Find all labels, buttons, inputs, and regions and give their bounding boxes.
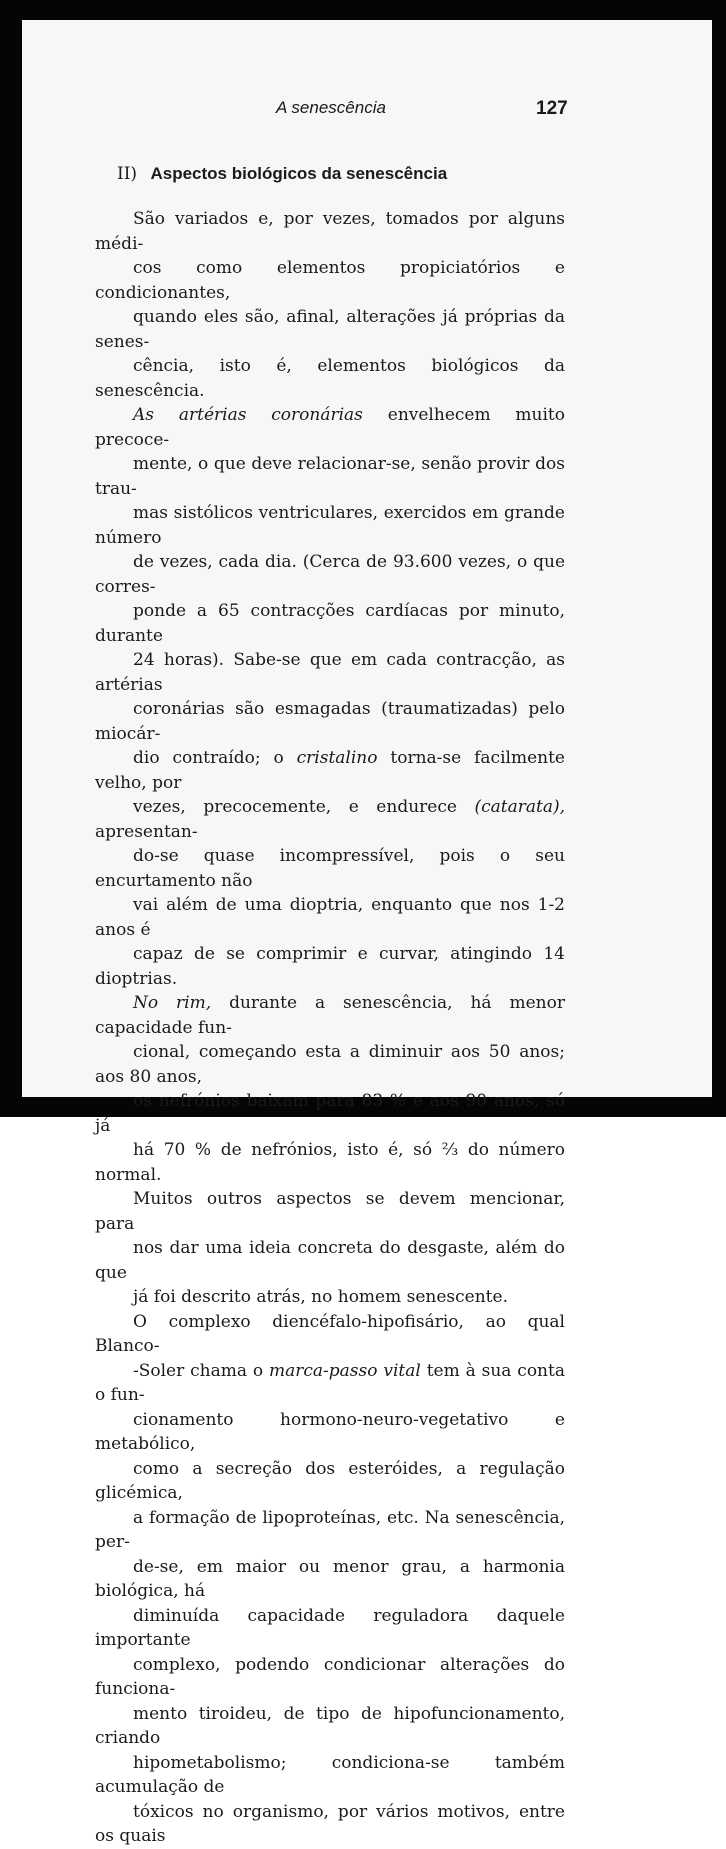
text-line: diminuída capacidade reguladora daquele importante bbox=[95, 1605, 565, 1650]
text-fragment: torna-se facilmente velho, por bbox=[95, 748, 565, 793]
text-line: há 70 % de nefrónios, isto é, só ⅔ do número normal. bbox=[95, 1140, 565, 1185]
text-line: a formação de lipoproteínas, etc. Na senescência, per- bbox=[95, 1507, 565, 1552]
text-line: quando eles são, afinal, alterações já próprias da senes- bbox=[95, 307, 565, 352]
running-header bbox=[0, 98, 726, 126]
page-number: 127 bbox=[536, 98, 568, 119]
text-line: já foi descrito atrás, no homem senescente. bbox=[133, 1287, 508, 1307]
text-fragment: durante a senescência, há menor capacidade fun- bbox=[95, 993, 565, 1038]
text-fragment: vezes, precocemente, e endurece bbox=[133, 797, 475, 817]
text-line: nos dar uma ideia concreta do desgaste, além do que bbox=[95, 1238, 565, 1283]
text-line: de vezes, cada dia. (Cerca de 93.600 vezes, o que corres- bbox=[95, 552, 565, 597]
text-line: 24 horas). Sabe-se que em cada contracção, as artérias bbox=[95, 650, 565, 695]
paragraph-4 bbox=[95, 1310, 565, 1849]
text-fragment: tem à sua conta o fun- bbox=[95, 1360, 565, 1405]
text-line: como a secreção dos esteróides, a regulação glicémica, bbox=[95, 1458, 565, 1503]
text-line: de-se, em maior ou menor grau, a harmonia biológica, há bbox=[95, 1556, 565, 1601]
text-line: do-se quase incompressível, pois o seu encurtamento não bbox=[95, 846, 565, 891]
italic-phrase: marca-passo vital bbox=[269, 1360, 421, 1381]
text-line: os nefrónios baixam para 83 % e aos 90 anos, só já bbox=[95, 1091, 565, 1136]
text-line: ponde a 65 contracções cardíacas por minuto, durante bbox=[95, 601, 565, 646]
text-line: cos como elementos propiciatórios e condicionantes, bbox=[95, 258, 565, 303]
section-title: Aspectos biológicos da senescência bbox=[150, 164, 448, 183]
text-line: vai além de uma dioptria, enquanto que nos 1-2 anos é bbox=[95, 895, 565, 940]
text-line: coronárias são esmagadas (traumatizadas) pelo miocár- bbox=[95, 699, 565, 744]
text-line: O complexo diencéfalo-hipofisário, ao qual Blanco- bbox=[95, 1311, 565, 1356]
text-line bbox=[95, 1359, 565, 1408]
text-line: capaz de se comprimir e curvar, atingindo 14 dioptrias. bbox=[95, 944, 565, 989]
text-line: Muitos outros aspectos se devem mencionar, para bbox=[95, 1189, 565, 1234]
text-fragment: apresentan- bbox=[95, 821, 198, 842]
text-line bbox=[95, 746, 565, 795]
text-line: cional, começando esta a diminuir aos 50 anos; aos 80 anos, bbox=[95, 1042, 565, 1087]
text-line bbox=[95, 991, 565, 1040]
body-text bbox=[95, 207, 565, 1849]
text-line: mas sistólicos ventriculares, exercidos em grande número bbox=[95, 503, 565, 548]
italic-phrase: No rim, bbox=[133, 993, 212, 1013]
text-line: tóxicos no organismo, por vários motivos, entre os quais bbox=[95, 1801, 565, 1846]
text-line: mente, o que deve relacionar-se, senão provir dos trau- bbox=[95, 454, 565, 499]
text-fragment: -Soler chama o bbox=[133, 1360, 269, 1381]
italic-phrase: (catarata), bbox=[474, 797, 565, 817]
section-number: II) bbox=[117, 164, 138, 184]
text-line: hipometabolismo; condiciona-se também acumulação de bbox=[95, 1752, 565, 1797]
italic-phrase: cristalino bbox=[296, 748, 378, 768]
text-fragment: envelhecem muito precoce- bbox=[95, 405, 565, 450]
text-line: cionamento hormono-neuro-vegetativo e metabólico, bbox=[95, 1409, 565, 1454]
section-heading bbox=[117, 164, 597, 184]
paragraph-3 bbox=[95, 1187, 565, 1310]
text-line: mento tiroideu, de tipo de hipofuncionamento, criando bbox=[95, 1703, 565, 1748]
text-fragment: dio contraído; o bbox=[133, 748, 297, 768]
text-line: cência, isto é, elementos biológicos da senescência. bbox=[95, 356, 565, 401]
text-line bbox=[95, 403, 565, 452]
text-line: complexo, podendo condicionar alterações do funciona- bbox=[95, 1654, 565, 1699]
paragraph-1 bbox=[95, 207, 565, 403]
italic-phrase: As artérias coronárias bbox=[133, 405, 363, 425]
text-line: São variados e, por vezes, tomados por alguns médi- bbox=[95, 209, 565, 254]
running-title: A senescência bbox=[276, 98, 386, 117]
paragraph-2 bbox=[95, 403, 565, 1187]
text-line bbox=[95, 795, 565, 844]
